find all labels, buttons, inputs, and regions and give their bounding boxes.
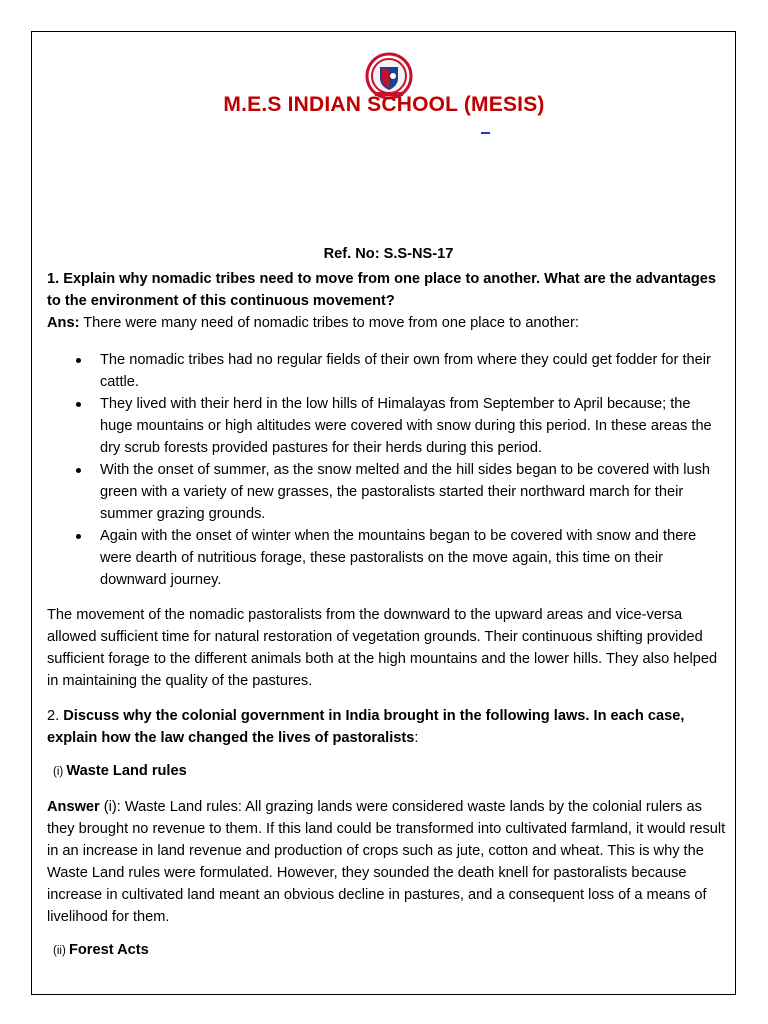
subquestion-1 [53, 760, 727, 783]
answer-1-intro [47, 312, 727, 334]
list-item: Again with the onset of winter when the mountains began to be covered with snow and there were dearth of nutritious forage, these pastoralists on the move again, this time on their downward journey. [100, 525, 727, 591]
answer-2-1 [47, 796, 727, 928]
school-title: M.E.S INDIAN SCHOOL (MESIS) [223, 93, 545, 116]
document-body [47, 243, 727, 962]
subquestion-2-title: Forest Acts [68, 942, 149, 958]
decorative-dash [481, 132, 490, 134]
list-item: They lived with their herd in the low hills of Himalayas from September to April because; the huge mountains or high altitudes were covered with snow during this period. In these areas the dry scrub forests provided pastures for their herds during this period. [100, 393, 727, 459]
reference-number: Ref. No: S.S-NS-17 [323, 246, 454, 262]
subquestion-2 [53, 939, 727, 962]
question-1: 1. Explain why nomadic tribes need to move from one place to another. What are the advantages to the environment of this continuous movement? [47, 271, 717, 309]
question-2-colon: : [414, 730, 419, 746]
subquestion-1-title: Waste Land rules [66, 763, 187, 779]
question-2-number: 2. [47, 708, 64, 724]
subquestion-1-number: (i) [53, 766, 67, 778]
answer-1-conclusion: The movement of the nomadic pastoralists from the downward to the upward areas and vice-versa allowed sufficient time for natural restoration of vegetation grounds. Their continuous shifting provided sufficient forage to the different animals both at the high mountains and the lower hills. They also helped in maintaining the quality of the pastures. [47, 607, 718, 689]
subquestion-2-number: (ii) [53, 945, 69, 957]
answer-2-label: Answer [47, 799, 100, 815]
list-item: The nomadic tribes had no regular fields of their own from where they could get fodder for their cattle. [100, 349, 727, 393]
answer-1-bullets [47, 349, 727, 591]
list-item: With the onset of summer, as the snow melted and the hill sides began to be covered with lush green with a variety of new grasses, the pastoralists started their northward march for their summer grazing grounds. [100, 459, 727, 525]
answer-1-text: There were many need of nomadic tribes to move from one place to another: [79, 315, 579, 331]
question-2-text: Discuss why the colonial government in India brought in the following laws. In each case, explain how the law changed the lives of pastoralists [47, 708, 685, 746]
answer-1-label: Ans: [47, 315, 80, 331]
question-2 [47, 705, 727, 749]
answer-2-text: : Waste Land rules: All grazing lands were considered waste lands by the colonial rulers as they brought no revenue to them. If this land could be transformed into cultivated farmland, it would result in an increase in land revenue and production of crops such as jute, cotton and wheat. This is why the Waste Land rules were formulated. However, they sounded the death knell for pastoralists because increase in cultivated land meant an obvious decline in pastures, and a consequent loss of a means of livelihood for them. [47, 799, 726, 925]
answer-2-number: (i) [99, 799, 117, 815]
